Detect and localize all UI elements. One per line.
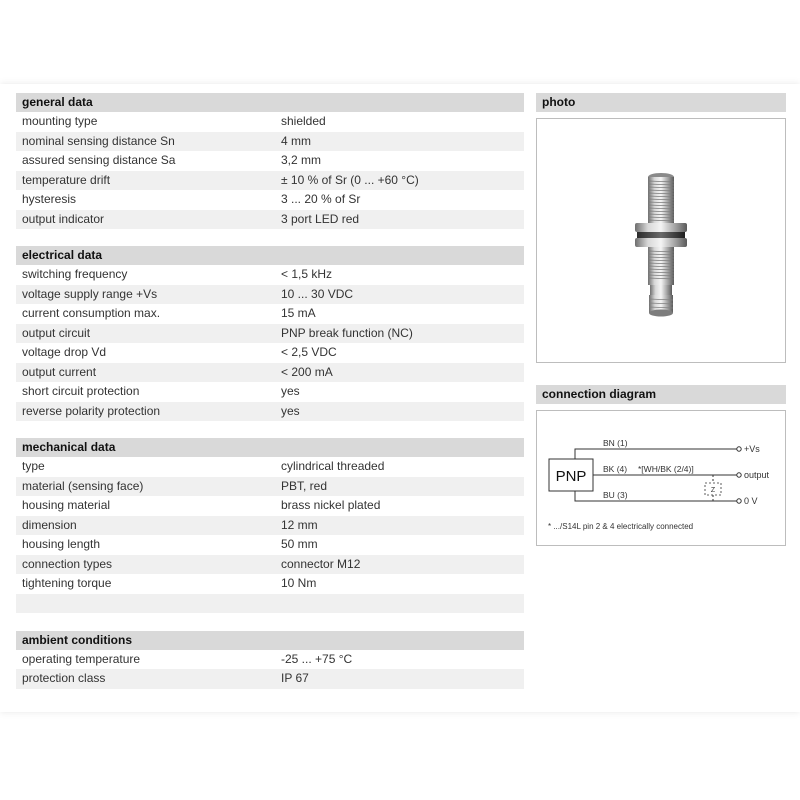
bn-label: BN (1) [603,438,628,448]
table-row [16,363,524,383]
row-label: output circuit [22,325,91,340]
ambient-rows [16,650,524,689]
diagram-footnote: * .../S14L pin 2 & 4 electrically connected [548,522,694,531]
photo-frame [536,118,786,363]
row-label: voltage drop Vd [22,345,107,359]
row-value: PNP break function (NC) [281,325,413,340]
table-row [16,151,524,171]
row-label: output indicator [22,211,105,226]
row-label: current consumption max. [22,306,161,320]
row-label: material (sensing face) [22,478,144,493]
row-label: mounting type [22,114,98,128]
zero-terminal [737,499,741,503]
row-value: yes [281,384,300,398]
output-label: output [744,470,770,480]
section-header: general data [16,93,524,112]
row-value: 4 mm [281,133,311,148]
vs-terminal [737,447,741,451]
table-row [16,132,524,152]
output-terminal [737,473,741,477]
table-row [16,669,524,689]
row-label: assured sensing distance Sa [22,153,176,167]
row-label: tightening torque [22,576,112,590]
table-row [16,324,524,344]
zero-label: 0 V [744,496,758,506]
row-value: 10 ... 30 VDC [281,286,354,301]
bu-label: BU (3) [603,490,628,500]
section-header: mechanical data [16,438,524,457]
table-row [16,171,524,191]
table-row [16,382,524,402]
row-value: < 1,5 kHz [281,267,333,281]
mechanical-data-section [16,438,524,613]
row-label: dimension [22,517,77,532]
connection-diagram-section [536,385,786,546]
row-value: brass nickel plated [281,498,381,512]
row-value: yes [281,403,300,418]
row-value: shielded [281,114,326,128]
row-label: type [22,459,45,473]
photo-section [536,93,786,363]
row-value: 3 ... 20 % of Sr [281,192,361,206]
table-row [16,190,524,210]
mechanical-rows [16,457,524,594]
row-label: protection class [22,671,106,685]
table-row [16,574,524,594]
general-rows [16,112,524,229]
row-value: PBT, red [281,478,328,493]
table-row [16,650,524,670]
table-row [16,457,524,477]
row-label: short circuit protection [22,384,140,398]
ambient-conditions-section [16,631,524,689]
table-row [16,304,524,324]
section-header: connection diagram [536,385,786,404]
table-row [16,477,524,497]
row-label: hysteresis [22,192,77,206]
section-header: ambient conditions [16,631,524,650]
row-label: housing material [22,498,111,512]
pnp-label: PNP [555,468,587,485]
row-label: voltage supply range +Vs [22,286,158,301]
row-label: switching frequency [22,267,128,281]
table-row [16,265,524,285]
table-row [16,343,524,363]
table-row [16,112,524,132]
table-row [16,535,524,555]
table-row [16,285,524,305]
table-row [16,555,524,575]
section-header: photo [536,93,786,112]
row-value: 12 mm [281,517,318,532]
row-value: IP 67 [281,671,309,685]
general-data-section [16,93,524,229]
diagram-frame [536,410,786,546]
row-value: 10 Nm [281,576,317,590]
wh-label: *[WH/BK (2/4)] [638,464,694,474]
row-value: -25 ... +75 °C [281,651,353,666]
row-label: reverse polarity protection [22,403,161,418]
table-row [16,496,524,516]
sensor-photo [537,119,785,362]
spec-tables [16,93,524,689]
row-label: temperature drift [22,172,111,187]
row-value: < 2,5 VDC [281,345,337,359]
row-value: 15 mA [281,306,316,320]
row-label: housing length [22,537,101,551]
electrical-data-section [16,246,524,421]
row-value: < 200 mA [281,364,333,379]
row-label: nominal sensing distance Sn [22,133,175,148]
load-label: Z [710,487,716,494]
row-value: cylindrical threaded [281,459,385,473]
electrical-rows [16,265,524,421]
row-value: 3,2 mm [281,153,322,167]
table-row [16,210,524,230]
row-label: operating temperature [22,651,141,666]
section-header: electrical data [16,246,524,265]
row-value: connector M12 [281,556,361,571]
row-value: 3 port LED red [281,211,360,226]
table-row [16,402,524,422]
bk-label: BK (4) [603,464,628,474]
row-value: 50 mm [281,537,318,551]
blank-row [16,594,524,613]
row-label: output current [22,364,97,379]
row-label: connection types [22,556,113,571]
vs-label: +Vs [744,444,760,454]
row-value: ± 10 % of Sr (0 ... +60 °C) [281,172,419,187]
table-row [16,516,524,536]
